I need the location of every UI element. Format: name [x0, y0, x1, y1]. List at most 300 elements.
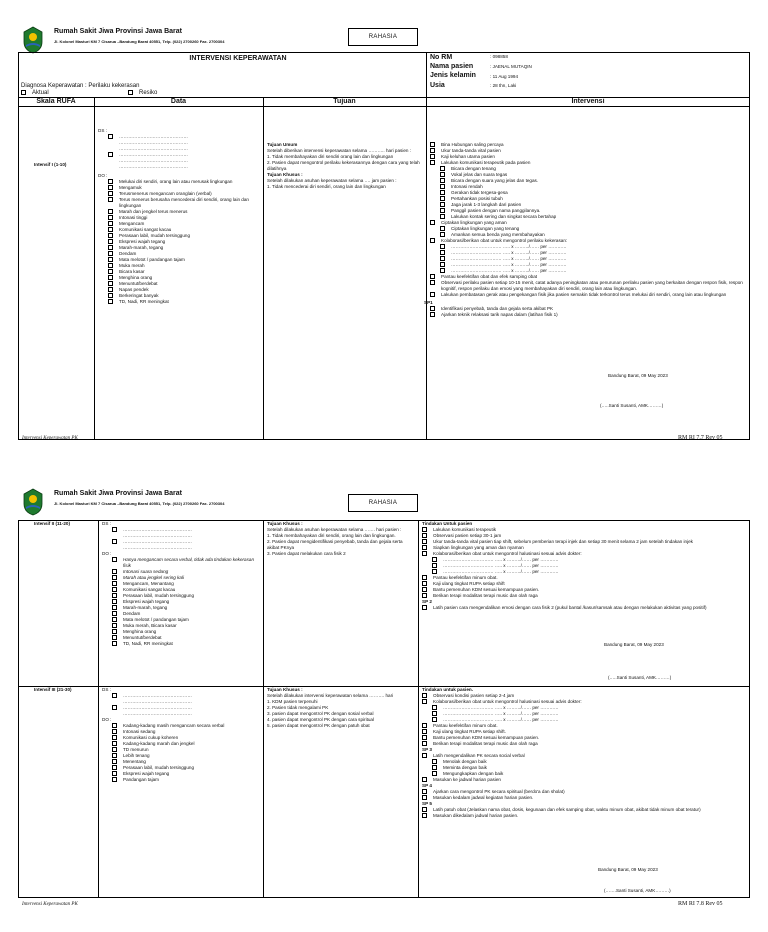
do-item-label: Muka merah, Bicara kasar — [123, 623, 177, 628]
do-item-label: Marah dan jengkel terus menerus — [119, 209, 188, 214]
do-item-label: Melukai diri sendiri, orang lain atau merusak lingkungan — [119, 179, 233, 184]
dotted-line: ……………………………………… — [119, 152, 188, 157]
checkbox-icon — [440, 214, 445, 219]
checkbox-icon — [440, 262, 445, 267]
sp2-label: SP 2 — [422, 599, 432, 604]
ds-label: DS : — [98, 128, 107, 133]
ds-line — [98, 164, 260, 170]
checkbox-icon — [430, 220, 435, 225]
checkbox-icon — [432, 765, 437, 770]
checkbox-icon — [108, 233, 113, 238]
do-item-label: Intonasi tinggi — [119, 215, 148, 220]
do-item-label: Lebih tenang — [123, 753, 150, 758]
communication-item-label: Panggil pasien dengan nama panggilannya. — [451, 208, 541, 213]
goal-item — [267, 539, 415, 551]
intervention-item-label: Bantu pemenuhan KDM sesuai kemampuan pasien. — [433, 735, 540, 740]
rm-value-text: 098858 — [492, 54, 508, 59]
checkbox-icon — [112, 759, 117, 764]
medication-line-text: …………………………… ….. x ………/…… per ………… — [451, 262, 567, 267]
medication-line-text: …………………………… ….. x ………/…… per ………… — [443, 705, 559, 710]
checkbox-icon — [112, 527, 117, 532]
diagnosis-label: Diagnosa Keperawatan : Perilaku kekerasan — [21, 83, 140, 89]
medication-line-text: …………………………… ….. x ………/…… per ………… — [451, 244, 567, 249]
checkbox-icon — [440, 190, 445, 195]
specific-goal-text: Setelah dilakukan asuhan keperawatan selama ……. hari pasien : — [267, 527, 402, 532]
checkbox-icon — [422, 593, 427, 598]
communication-item-label: Bicara dengan tenang — [451, 166, 496, 171]
dotted-line: ……………………………………… — [119, 164, 188, 169]
actual-label: Aktual — [32, 90, 49, 96]
dotted-line: ……………………………………… — [123, 545, 192, 550]
dotted-line: ……………………………………… — [119, 158, 188, 163]
dotted-line: ……………………………………… — [123, 711, 192, 716]
checkbox-icon — [440, 178, 445, 183]
sp1-item-label: Ajarkan teknik relaksasi tarik napas dalam (latihan fisik 1) — [441, 312, 558, 317]
confidential-label: RAHASIA — [348, 28, 418, 46]
checkbox-icon — [422, 587, 427, 592]
intervention-item-label: Kolaborasi/berikan obat untuk mengontrol halusinasi sesuai advis dokter: — [433, 699, 582, 704]
communication-item-label: Pertahankan posisi tubuh — [451, 196, 503, 201]
medication-line-text: …………………………… ….. x ………/…… per ………… — [443, 711, 559, 716]
checkbox-icon — [432, 759, 437, 764]
checkbox-icon — [422, 575, 427, 580]
checkbox-icon — [108, 257, 113, 262]
column-header-goal: Tujuan — [333, 98, 356, 105]
checkbox-icon — [112, 581, 117, 586]
collaboration-label: Kolaborasi/berikan obat untuk mengontrol perilaku kekerasan: — [441, 238, 568, 243]
checkbox-icon — [108, 263, 113, 268]
intervention-item-label: Observasi kondisi pasien setiap 2-4 jam — [433, 693, 515, 698]
safe-environment-label: Ciptakan lingkungan yang aman — [441, 220, 507, 225]
do-checklist — [102, 581, 260, 647]
specific-goal-title: Tujuan Khusus : — [267, 687, 303, 692]
medication-line-text: …………………………… ….. x ………/…… per ………… — [443, 563, 559, 568]
do-item-label: Mengancam — [119, 221, 145, 226]
checkbox-icon — [440, 268, 445, 273]
checkbox-icon — [112, 623, 117, 628]
rm-label: No RM — [430, 54, 453, 61]
goal-item-label: 3. pasien dapat mengontrol PK dengan sosial verbal — [267, 711, 374, 716]
do-item-label: Marah atau jengkel sering kali — [123, 575, 185, 580]
medication-line-text: …………………………… ….. x ………/…… per ………… — [443, 717, 559, 722]
do-item-label: Kadang-kadang marah dan jengkel — [123, 741, 195, 746]
goal-item-label: 2. Pasien dapat mengidentifikasi penyebab, tanda dan gejala serta akibat PKnya — [267, 539, 403, 550]
checkbox-icon — [422, 741, 427, 746]
checkbox-icon — [108, 245, 113, 250]
do-item[interactable] — [98, 197, 260, 209]
medication-line-text: …………………………… ….. x ………/…… per ………… — [451, 268, 567, 273]
goal-column — [267, 142, 423, 190]
do-item-label: Menghina orang — [123, 629, 157, 634]
data-column — [98, 128, 260, 305]
do-item-label: Intonasi suara sedang — [123, 569, 169, 574]
checkbox-icon — [430, 306, 435, 311]
checkbox-icon — [430, 312, 435, 317]
do-item-label: Mengancam, Menantang — [123, 581, 174, 586]
do-item-label: Intonasi sedang — [123, 729, 156, 734]
do-checklist — [98, 179, 260, 305]
do-item-label: TD, Nadi, RR meningkat — [119, 299, 169, 304]
goal-item-label: 1. Tidak mencederai diri sendiri, orang lain dan lingkungan — [267, 184, 386, 189]
do-item-label: Perasaan labil, mudah tersinggung — [123, 593, 194, 598]
medication-line-text: …………………………… ….. x ………/…… per ………… — [443, 569, 559, 574]
do-item-label: Ekspresi wajah tegang — [123, 771, 170, 776]
do-item-label: Berkeringat banyak — [119, 293, 159, 298]
checkbox-icon — [422, 777, 427, 782]
do-item-label: Dendam — [119, 251, 137, 256]
dotted-line: ……………………………………… — [123, 699, 192, 704]
environment-item-label: Ciptakan lingkungan yang tenang — [451, 226, 520, 231]
communication-item-label: Bicara dengan suara yang jelas dan tegas. — [451, 178, 539, 183]
checkbox-icon — [432, 563, 437, 568]
environment-item-label: Amankan semua benda yang membahayakan — [451, 232, 545, 237]
footer-code: RM RI 7.7 Rev 05 — [678, 435, 723, 441]
do-item-label: Menuntut/berdebat — [119, 281, 158, 286]
do-item-label: Komunikasi sangat kacau — [123, 587, 176, 592]
checkbox-icon — [108, 215, 113, 220]
checkbox-icon — [432, 771, 437, 776]
scale-label-3: Intensif III (21-30) — [34, 687, 72, 692]
checkbox-icon — [422, 699, 427, 704]
dotted-line: ……………………………………… — [119, 134, 188, 139]
medication-lines — [422, 705, 746, 723]
checkbox-icon — [112, 575, 117, 580]
intervention-item-label: Ukur tanda-tanda vital pasien — [441, 148, 501, 153]
dotted-line: ……………………………………… — [119, 146, 188, 151]
checkbox-icon — [422, 729, 427, 734]
do-item[interactable] — [98, 299, 260, 305]
do-item-label: Mata melotot / pandangan tajam — [119, 257, 185, 262]
patient-name-text: JAENAL MUTAQIN — [492, 64, 532, 69]
checkbox-icon — [422, 753, 427, 758]
checkbox-icon — [422, 581, 427, 586]
checkbox-icon — [108, 134, 113, 139]
ds-label: DS : — [102, 687, 111, 692]
communication-sublist — [430, 166, 746, 220]
do-item-label: Ekspresi wajah tegang — [123, 599, 170, 604]
specific-goal-list — [267, 184, 423, 190]
do-label: DO : — [98, 173, 108, 178]
checkbox-icon — [128, 90, 133, 95]
sex-value: : 11 Aug 1994 — [490, 74, 519, 79]
do-checklist-italic — [102, 557, 260, 581]
checkbox-icon — [432, 557, 437, 562]
intervention-item-label: Pantau keefektifan minum obat. — [433, 723, 498, 728]
sp3-sublist — [422, 759, 746, 777]
sp3-label: SP 3 — [422, 747, 432, 752]
footer-title: Intervensi Keperawatan PK — [22, 902, 78, 907]
do-item-label: Dendam — [123, 611, 141, 616]
checkbox-icon — [108, 293, 113, 298]
specific-goal-title: Tujuan Khusus : — [267, 172, 303, 177]
form-page-1 — [18, 22, 750, 452]
checkbox-icon — [440, 172, 445, 177]
checkbox-icon — [432, 569, 437, 574]
checkbox-icon — [112, 777, 117, 782]
checkbox-icon — [430, 292, 435, 297]
do-item[interactable] — [102, 557, 260, 569]
scale-label-2: Intensif II (11-20) — [34, 521, 70, 526]
medication-line-text: …………………………… ….. x ………/…… per ………… — [443, 557, 559, 562]
intervention-column-row2 — [422, 687, 746, 819]
checkbox-icon — [108, 221, 113, 226]
checkbox-icon — [108, 251, 113, 256]
goal-item-label: 2. Pasien dapat mengontrol perilaku kekerasannya dengan cara yang telah dilatihnya — [267, 160, 420, 171]
intervention-item-label: Kaji ulang tingkat RUPA setiap shift. — [433, 729, 506, 734]
dotted-line: ……………………………………… — [119, 140, 188, 145]
specific-goal-text: Setelah dilakukan intervensi keperawatan selama ………. hari — [267, 693, 394, 698]
intervention-item-label: Lakukan komunikasi terapeutik pada pasien — [441, 160, 531, 165]
environment-sublist — [430, 226, 746, 238]
sp1-item[interactable] — [430, 312, 746, 318]
sex-value-text: 11 Aug 1994 — [492, 74, 519, 79]
data-column-row1 — [102, 521, 260, 647]
intervention-item-label: Ukur tanda-tanda vital pasien tiap shift, sebelum pemberian terapi injek dan setiap 30 menit selama 2 jam setelah tindakan injek — [433, 539, 693, 544]
intervention-list-2 — [422, 723, 746, 747]
diagnosis-actual-option[interactable] — [21, 90, 49, 96]
scale-label: Intensif I (1-10) — [34, 162, 67, 167]
risk-label: Resiko — [139, 90, 158, 96]
do-item-label: Komunikasi cukup koheren — [123, 735, 179, 740]
do-item-label: Perasaan labil, mudah tersinggung — [119, 233, 190, 238]
checkbox-icon — [432, 711, 437, 716]
checkbox-icon — [440, 232, 445, 237]
do-label: DO : — [102, 551, 112, 556]
checkbox-icon — [112, 741, 117, 746]
checkbox-icon — [108, 179, 113, 184]
checkbox-icon — [112, 729, 117, 734]
checkbox-icon — [422, 735, 427, 740]
checkbox-icon — [112, 629, 117, 634]
sp5-item[interactable] — [422, 813, 746, 819]
checkbox-icon — [440, 184, 445, 189]
do-item[interactable] — [102, 777, 260, 783]
checkbox-icon — [430, 148, 435, 153]
specific-goal-list — [267, 699, 415, 729]
checkbox-icon — [108, 152, 113, 157]
checkbox-icon — [422, 807, 427, 812]
checkbox-icon — [112, 617, 117, 622]
checkbox-icon — [422, 545, 427, 550]
sp5-list — [422, 807, 746, 819]
sp1-item-label: Identifikasi penyebab, tanda dan gejala serta akibat PK — [441, 306, 554, 311]
checkbox-icon — [112, 753, 117, 758]
do-item-label: Napas pendek — [119, 287, 149, 292]
diagnosis-risk-option[interactable] — [128, 90, 157, 96]
observation-item[interactable] — [430, 280, 746, 292]
checkbox-icon — [112, 611, 117, 616]
column-divider — [263, 520, 264, 898]
data-column-row2 — [102, 687, 260, 783]
west-java-emblem-icon — [22, 26, 44, 54]
footer-code: RM RI 7.8 Rev 05 — [678, 901, 723, 907]
intervention-item-label: Siapkan lingkungan yang aman dan nyaman — [433, 545, 524, 550]
checkbox-icon — [422, 789, 427, 794]
nurse-signature: (…..Santi Susanti, AMK………) — [600, 403, 664, 408]
checkbox-icon — [108, 209, 113, 214]
restraint-label: Lakukan pembatasan gerak atau pengekangan fisik jika pasien semakin tidak terkontrol terus melukai diri sendiri, orang lain atau lingkungan — [441, 292, 727, 297]
checkbox-icon — [108, 269, 113, 274]
specific-goal-title: Tujuan Khusus : — [267, 521, 303, 526]
place-date: Bandung Barat, 09 May 2023 — [598, 867, 658, 872]
do-item-label: Bicara kasar — [119, 269, 145, 274]
goal-item — [267, 160, 423, 172]
column-divider — [263, 97, 264, 440]
goal-item-label: 4. pasien dapat mengontrol PK dengan cara spiritual — [267, 717, 375, 722]
checkbox-icon — [108, 197, 113, 202]
sp3-subitem-label: Mengungkapkan dengan baik — [443, 771, 504, 776]
goal-item-label: 3. Pasien dapat melakukan cara fisik 2 — [267, 551, 346, 556]
checkbox-icon — [430, 160, 435, 165]
checkbox-icon — [440, 208, 445, 213]
goal-column-row1 — [267, 521, 415, 557]
form-page-2 — [18, 484, 750, 924]
sp5-item-label: Latih patuh obat (Jelaskan nama obat, dosis, kegunaan dan efek samping obat, waktu minum obat, akibat tidak minum obat teratur) — [433, 807, 701, 812]
checkbox-icon — [112, 641, 117, 646]
checkbox-icon — [422, 795, 427, 800]
age-label: Usia — [430, 82, 445, 89]
dotted-line: ……………………………………… — [123, 705, 192, 710]
nurse-signature: (…….Santi Susanti, AMK………) — [604, 888, 671, 893]
goal-item — [267, 551, 415, 557]
intervention-list — [422, 693, 746, 705]
do-item-label: Marah-marah, tegang — [123, 605, 168, 610]
column-divider — [418, 520, 419, 898]
hospital-address: Jl. Kolonel Masturi KM 7 Cisarua –Bandung Barat 40551, Telp. (022) 2700260 Fax. 2700304 — [54, 501, 225, 506]
intervention-item-label: Kaji keluhan utama pasien — [441, 154, 495, 159]
restraint-item[interactable] — [430, 292, 746, 298]
checkbox-icon — [422, 723, 427, 728]
age-value: : 28 thn, Laki — [490, 83, 517, 88]
communication-item-label: Gerakan tidak tergesa-gesa — [451, 190, 508, 195]
communication-item-label: Jaga jarak 1-3 langkah dari pasien — [451, 202, 522, 207]
patient-box-divider — [426, 52, 427, 97]
intervention-title: Tindakan untuk pasien. — [422, 687, 473, 692]
communication-item-label: Intonasi rendah — [451, 184, 483, 189]
do-item-label: Marah-marah, tegang — [119, 245, 164, 250]
age-value-text: 28 thn, Laki — [492, 83, 517, 88]
checkbox-icon — [430, 142, 435, 147]
dotted-line: ……………………………………… — [123, 533, 192, 538]
checkbox-icon — [112, 599, 117, 604]
do-checklist — [102, 723, 260, 783]
intervention-title: Tindakan Untuk pasien — [422, 521, 473, 526]
nurse-signature: (…..Santi Susanti, AMK………) — [608, 675, 672, 680]
intervention-item-label: Lakukan komunikasi terapeutik — [433, 527, 497, 532]
goal-item-label: 1. Tidak membahayakan diri sendiri, orang lain dan lingkungan. — [267, 533, 396, 538]
place-date: Bandung Barat, 09 May 2023 — [608, 373, 668, 378]
intervention-item-label: Bina Hubungan saling percaya — [441, 142, 504, 147]
hospital-name: Rumah Sakit Jiwa Provinsi Jawa Barat — [54, 490, 182, 497]
do-item-label: Menentang — [123, 759, 146, 764]
sp5-label: SP 5 — [422, 801, 432, 806]
checkbox-icon — [21, 90, 26, 95]
intervention-item-label: Kaji ulang tingkat RUPA setiap shift — [433, 581, 505, 586]
do-item-label: Terusmenerus mengancam oranglain (verbal) — [119, 191, 212, 196]
hospital-address: Jl. Kolonel Masturi KM 7 Cisarua –Bandung Barat 40551, Telp. (022) 2700260 Fax. 2700304 — [54, 39, 225, 44]
sp3-subitem-label: Menolak dengan baik — [443, 759, 487, 764]
communication-item-label: Vokal jelas dan suara tegas — [451, 172, 508, 177]
general-goal-title: Tujuan Umum — [267, 142, 298, 147]
column-header-intervention: Intervensi — [571, 98, 605, 105]
confidential-label: RAHASIA — [348, 494, 418, 512]
intervention-item-label: Observasi pasien setiap 30-1 jam — [433, 533, 502, 538]
intervention-item-label: Pantau keefektifan minum obat. — [433, 575, 498, 580]
do-item-label: Terus menerus berusaha mencederai diri sendiri, orang lain dan lingkungan — [119, 197, 249, 208]
sp3-end-label: Masukan ke jadwal harian pasien — [433, 777, 501, 782]
sex-label: Jenis kelamin — [430, 72, 476, 79]
specific-goal-list — [267, 533, 415, 557]
column-header-scale: Skala RUFA — [36, 98, 76, 105]
goal-item-label: 1. KDM pasien terpenuhi — [267, 699, 318, 704]
checkbox-icon — [422, 813, 427, 818]
checkbox-icon — [112, 569, 117, 574]
do-item[interactable] — [102, 641, 260, 647]
page-header — [18, 484, 750, 524]
checkbox-icon — [108, 191, 113, 196]
checkbox-icon — [112, 693, 117, 698]
intervention-list-2 — [422, 575, 746, 599]
checkbox-icon — [430, 238, 435, 243]
column-divider — [98, 520, 99, 898]
header-row-bottom — [18, 106, 750, 107]
intervention-list — [430, 142, 746, 166]
do-label: DO : — [102, 717, 112, 722]
do-item-label: Komunikasi sangat kacau — [119, 227, 172, 232]
place-date: Bandung Barat, 09 May 2023 — [604, 642, 664, 647]
footer-title: Intervensi Keperawatan PK — [22, 436, 78, 441]
checkbox-icon — [108, 185, 113, 190]
intervention-column-row1 — [422, 521, 746, 611]
checkbox-icon — [112, 557, 117, 562]
west-java-emblem-icon — [22, 488, 44, 516]
checkbox-icon — [430, 274, 435, 279]
checkbox-icon — [112, 747, 117, 752]
intervention-item-label: Bantu pemenuhan KDM sesuai kemampuan pasien. — [433, 587, 540, 592]
checkbox-icon — [108, 227, 113, 232]
intervention-item-label: Berikan terapi modalitas terapi music dan olah raga — [433, 593, 538, 598]
do-item-label: Muka merah — [119, 263, 145, 268]
goal-item — [267, 184, 423, 190]
checkbox-icon — [422, 551, 427, 556]
checkbox-icon — [112, 605, 117, 610]
checkbox-icon — [112, 723, 117, 728]
observation-label: Observasi perilaku pasien setiap 10-15 menit, catat adanya peningkatan atau penurunan perilaku pasien yang berkaitan dengan respon fisik, respon kognitif, respon perilaku dan emosi yang membahayakan diri sendiri, orang lain atau lingkungan. — [441, 280, 743, 291]
sp1-list — [430, 306, 746, 318]
checkbox-icon — [432, 705, 437, 710]
do-item-label: Menuntut/berdebat — [123, 635, 162, 640]
dotted-line: ……………………………………… — [123, 539, 192, 544]
patient-name-label: Nama pasien — [430, 63, 474, 70]
checkbox-icon — [422, 605, 427, 610]
sp4-label: SP 4 — [422, 783, 432, 788]
sp2-item[interactable] — [422, 605, 746, 611]
checkbox-icon — [108, 281, 113, 286]
checkbox-icon — [108, 239, 113, 244]
sp5-item-label: Masukan dikedalam jadwal harian pasien. — [433, 813, 519, 818]
goal-item-label: 1. Tidak membahayakan diri sendiri orang lain dan lingkungan — [267, 154, 394, 159]
checkbox-icon — [112, 771, 117, 776]
checkbox-icon — [440, 256, 445, 261]
checkbox-icon — [108, 275, 113, 280]
ds-label: DS : — [102, 521, 111, 526]
do-item-label: Kadang-kadang masih mengancam secara verbal — [123, 723, 225, 728]
intervention-item-label: Berikan terapi modalitas terapi music dan olah raga — [433, 741, 538, 746]
column-header-data: Data — [170, 98, 187, 105]
goal-item-label: 5. pasien dapat mengontrol PK dengan patuh obat — [267, 723, 370, 728]
checkbox-icon — [112, 705, 117, 710]
sp1-label: SP1 — [424, 300, 433, 305]
